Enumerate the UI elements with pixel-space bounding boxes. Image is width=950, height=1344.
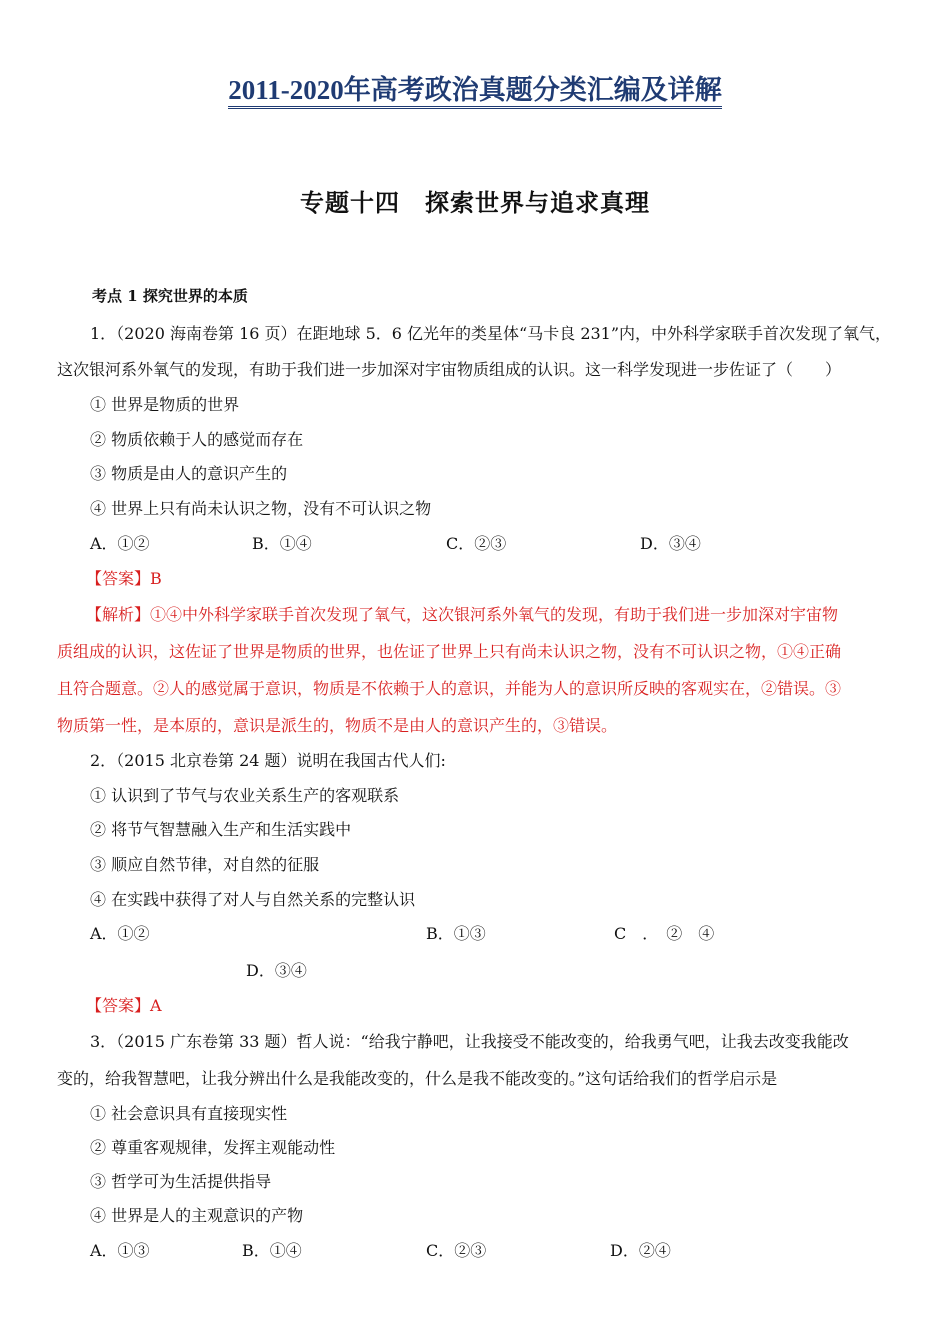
q1-option-c: C．②③ <box>446 534 507 553</box>
q2-item-4: ④ 在实践中获得了对人与自然关系的完整认识 <box>90 890 416 909</box>
q3-item-2: ② 尊重客观规律，发挥主观能动性 <box>90 1138 336 1157</box>
q1-analysis-line2: 质组成的认识，这佐证了世界是物质的世界，也佐证了世界上只有尚未认识之物，没有不可认识之物，①④正确 <box>57 642 842 661</box>
q3-item-4: ④ 世界是人的主观意识的产物 <box>90 1206 304 1225</box>
q2-stem-line1: 2．（2015 北京卷第 24 题）说明在我国古代人们: <box>90 751 446 770</box>
q1-option-d: D．③④ <box>640 534 701 553</box>
q3-option-c: C．②③ <box>426 1241 487 1260</box>
q3-item-1: ① 社会意识具有直接现实性 <box>90 1104 288 1123</box>
q2-option-b: B．①③ <box>426 924 486 943</box>
q3-option-d: D．②④ <box>610 1241 671 1260</box>
q1-item-1: ① 世界是物质的世界 <box>90 395 240 414</box>
document-title: 2011-2020年高考政治真题分类汇编及详解 <box>0 68 950 107</box>
q2-option-d: D．③④ <box>246 961 307 980</box>
chapter-subtitle: 专题十四 探索世界与追求真理 <box>300 189 650 217</box>
q2-item-1: ① 认识到了节气与农业关系生产的客观联系 <box>90 786 400 805</box>
q3-stem-line2: 变的，给我智慧吧，让我分辨出什么是我能改变的，什么是我不能改变的。”这句话给我们的哲学启示是 <box>57 1069 778 1088</box>
q1-item-3: ③ 物质是由人的意识产生的 <box>90 464 288 483</box>
q2-item-3: ③ 顺应自然节律，对自然的征服 <box>90 855 320 874</box>
section-heading: 考点 1 探究世界的本质 <box>92 287 248 305</box>
q1-option-b: B．①④ <box>252 534 312 553</box>
q3-option-b: B．①④ <box>242 1241 302 1260</box>
q3-option-a: A．①③ <box>90 1241 150 1260</box>
q2-option-a: A．①② <box>90 924 150 943</box>
q2-answer: 【答案】A <box>86 996 162 1015</box>
q1-option-a: A．①② <box>90 534 150 553</box>
q2-option-c: C ． ② ④ <box>614 924 715 943</box>
q1-answer: 【答案】B <box>86 569 162 588</box>
q1-item-4: ④ 世界上只有尚未认识之物，没有不可认识之物 <box>90 499 432 518</box>
q2-item-2: ② 将节气智慧融入生产和生活实践中 <box>90 820 352 839</box>
q1-item-2: ② 物质依赖于人的感觉而存在 <box>90 430 304 449</box>
q3-stem-line1: 3．（2015 广东卷第 33 题）哲人说：“给我宁静吧，让我接受不能改变的，给我勇气吧，让我去改变我能改 <box>90 1032 849 1051</box>
q1-analysis-line4: 物质第一性，是本原的，意识是派生的，物质不是由人的意识产生的，③错误。 <box>57 716 618 735</box>
q1-stem-line1: 1．（2020 海南卷第 16 页）在距地球 5．6 亿光年的类星体“马卡良 231”内，中外科学家联手首次发现了氧气， <box>90 324 892 343</box>
q1-analysis-line3: 且符合题意。②人的感觉属于意识，物质是不依赖于人的意识，并能为人的意识所反映的客观实在，②错误。③ <box>57 679 842 698</box>
q1-stem-line2: 这次银河系外氧气的发现，有助于我们进一步加深对宇宙物质组成的认识。这一科学发现进一步佐证了（ ） <box>57 360 842 379</box>
q3-item-3: ③ 哲学可为生活提供指导 <box>90 1172 272 1191</box>
q1-analysis-line1: 【解析】①④中外科学家联手首次发现了氧气，这次银河系外氧气的发现，有助于我们进一步加深对宇宙物 <box>86 605 839 624</box>
